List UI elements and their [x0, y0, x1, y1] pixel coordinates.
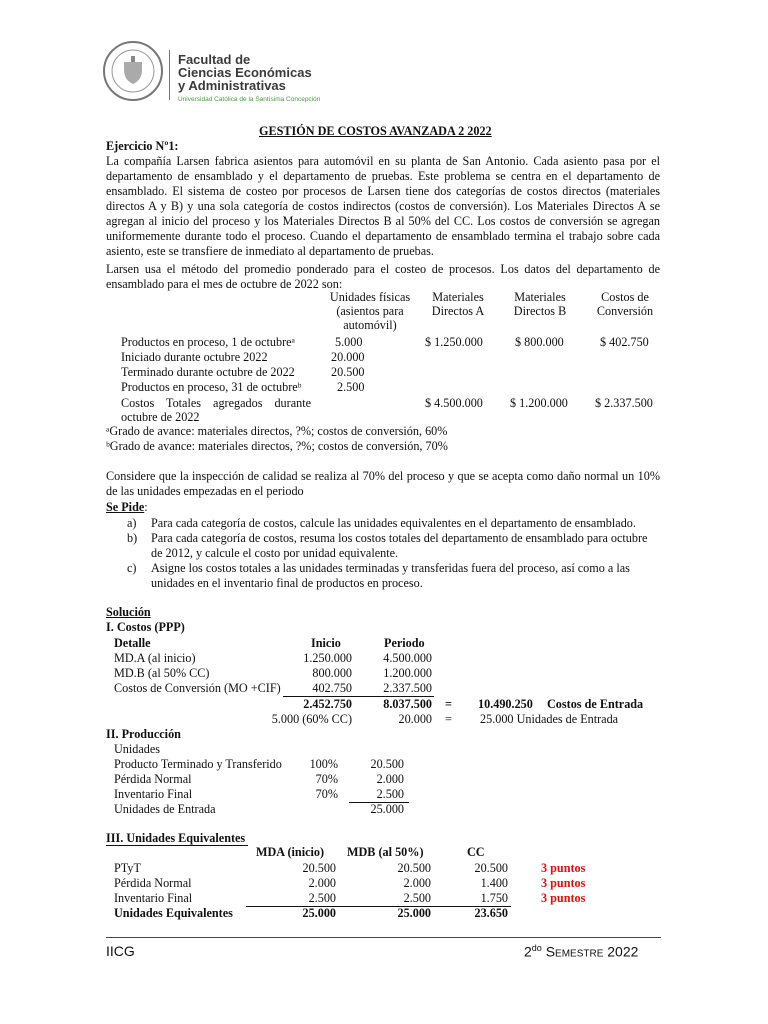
production-row-units: 2.500	[376, 787, 404, 801]
equiv-row-cc: 1.750	[480, 891, 508, 905]
units-start: 5.000 (60% CC)	[271, 712, 352, 726]
equiv-row-cc: 1.400	[480, 876, 508, 890]
footnote-b: ᵇGrado de avance: materiales directos, ?%; costos de conversión, 70%	[106, 439, 448, 453]
points-label: 3 puntos	[541, 891, 586, 905]
semester-ordinal: do	[531, 943, 542, 953]
col-header-mdb	[500, 290, 580, 318]
col-header-cc	[585, 290, 665, 318]
question-letter: b)	[127, 531, 138, 545]
costs-row-period: 4.500.000	[383, 651, 432, 665]
costs-row-label: MD.A (al inicio)	[114, 651, 196, 665]
costs-row-period: 1.200.000	[383, 666, 432, 680]
question-text: Para cada categoría de costos, calcule las unidades equivalentes en el departamento de ensamblado.	[151, 516, 636, 530]
col-header-mda-text: Materiales Directos A	[431, 290, 485, 318]
solution-heading: Solución	[106, 605, 151, 619]
se-pide-colon: :	[144, 500, 148, 514]
intro-paragraph: La compañía Larsen fabrica asientos para automóvil en su planta de San Antonio. Cada asiento pasa por el departamento de ensamblado y el departamento de pruebas. Este problema se centra en el departamento de ensamblado. El sistema de costeo por procesos de Larsen tiene dos categorías de costos directos (materiales directos A y B) y una sola categoría de costos indirectos (costos de conversión). Los Materiales Directos A se agregan al inicio del proceso y los Materiales Directos B al 50% del CC. Los costos de conversión se agregan uniformemente durante todo el proceso. Cuando el departamento de ensamblado termina el trabajo sobre cada asiento, este se transfiere de inmediato al departamento de pruebas.	[106, 154, 660, 258]
logo-line-1: Facultad de	[178, 52, 251, 67]
production-row-label: Pérdida Normal	[114, 772, 192, 786]
col-header-units	[320, 290, 420, 332]
table-cell-units: 5.000	[335, 335, 363, 349]
equiv-total-cc: 23.650	[474, 906, 508, 920]
table-row-label: Productos en proceso, 31 de octubreᵇ	[121, 380, 302, 394]
production-entry-units: 25.000	[370, 802, 404, 816]
question-text-cont: unidades en el inventario final de productos en proceso.	[151, 576, 423, 590]
equiv-row-label: Pérdida Normal	[114, 876, 192, 890]
costs-total-period: 8.037.500	[383, 697, 432, 711]
table-cell-units: 2.500	[337, 380, 365, 394]
production-row-label: Inventario Final	[114, 787, 193, 801]
production-row-units: 2.000	[376, 772, 404, 786]
table-cell-units: 20.500	[331, 365, 365, 379]
col-header-units-text: Unidades físicas (asientos para automóvil)	[329, 290, 411, 332]
question-text-cont: de 2012, y calcule el costo por unidad equivalente.	[151, 546, 399, 560]
document-title: GESTIÓN DE COSTOS AVANZADA 2 2022	[259, 124, 492, 138]
units-period: 20.000	[398, 712, 432, 726]
question-text: Asigne los costos totales a las unidades terminadas y transferidas fuera del proceso, así como a las	[151, 561, 630, 575]
semester-text: Semestre 2022	[541, 943, 639, 960]
costs-row-label: Costos de Conversión (MO +CIF)	[114, 681, 281, 695]
production-entry-label: Unidades de Entrada	[114, 802, 216, 816]
footer-right	[524, 943, 638, 960]
costs-header-detail: Detalle	[114, 636, 151, 650]
table-cell-mdb: $ 800.000	[515, 335, 564, 349]
equiv-row-cc: 20.500	[474, 861, 508, 875]
se-pide-heading	[106, 500, 148, 515]
logo-divider	[169, 50, 170, 100]
costs-row-start: 402.750	[312, 681, 352, 695]
se-pide-label: Se Pide	[106, 500, 145, 514]
equiv-header-mda: MDA (inicio)	[256, 845, 325, 859]
table-cell-cc: $ 2.337.500	[595, 396, 653, 410]
costs-entry-label: Costos de Entrada	[547, 697, 644, 711]
equiv-row-mdb: 20.500	[397, 861, 431, 875]
units-entry: 25.000 Unidades de Entrada	[480, 712, 619, 726]
section-equivalent-underline	[106, 845, 248, 846]
equiv-row-mda: 20.500	[302, 861, 336, 875]
equiv-row-label: PTyT	[114, 861, 141, 875]
inspection-paragraph: Considere que la inspección de calidad se realiza al 70% del proceso y que se acepta como daño normal un 10% de las unidades empezadas en el periodo	[106, 469, 660, 498]
question-text: Para cada categoría de costos, resuma los costos totales del departamento de ensamblado para octubre	[151, 531, 648, 545]
table-cell-mda: $ 4.500.000	[425, 396, 483, 410]
col-header-mdb-text: Materiales Directos B	[513, 290, 567, 318]
section-costs-title: I. Costos (PPP)	[106, 620, 185, 634]
equals-sign: =	[445, 697, 452, 711]
logo-line-3: y Administrativas	[178, 78, 286, 93]
equiv-row-mdb: 2.000	[403, 876, 431, 890]
semester-number: 2	[524, 943, 532, 960]
equals-sign: =	[445, 712, 452, 726]
exercise-heading: Ejercicio Nº1:	[106, 139, 179, 153]
table-cell-mda: $ 1.250.000	[425, 335, 483, 349]
points-label: 3 puntos	[541, 861, 586, 875]
logo-line-2: Ciencias Económicas	[178, 65, 312, 80]
table-row-label-cont: octubre de 2022	[121, 410, 200, 424]
costs-entry-total: 10.490.250	[478, 697, 533, 711]
table-row-label: Productos en proceso, 1 de octubreᵃ	[121, 335, 295, 349]
table-row-label: Terminado durante octubre de 2022	[121, 365, 295, 379]
table-cell-cc: $ 402.750	[600, 335, 649, 349]
equiv-row-mda: 2.500	[308, 891, 336, 905]
costs-header-period: Periodo	[384, 636, 425, 650]
footer-left: IICG	[106, 943, 135, 959]
equiv-row-mda: 2.000	[308, 876, 336, 890]
costs-row-start: 1.250.000	[303, 651, 352, 665]
section-equivalent-title: III. Unidades Equivalentes	[106, 831, 246, 845]
costs-row-start: 800.000	[312, 666, 352, 680]
footer-rule	[106, 937, 661, 938]
footnote-a: ᵃGrado de avance: materiales directos, ?%; costos de conversión, 60%	[106, 424, 448, 438]
table-cell-mdb: $ 1.200.000	[510, 396, 568, 410]
equiv-header-cc: CC	[467, 845, 485, 859]
points-label: 3 puntos	[541, 876, 586, 890]
university-seal	[102, 40, 164, 102]
costs-total-start: 2.452.750	[303, 697, 352, 711]
col-header-mda	[418, 290, 498, 318]
table-row-label: Iniciado durante octubre 2022	[121, 350, 268, 364]
production-subheading: Unidades	[114, 742, 161, 756]
production-row-units: 20.500	[370, 757, 404, 771]
equiv-row-mdb: 2.500	[403, 891, 431, 905]
production-row-pct: 70%	[315, 772, 338, 786]
equiv-total-label: Unidades Equivalentes	[114, 906, 233, 920]
production-row-label: Producto Terminado y Transferido	[114, 757, 282, 771]
equiv-row-label: Inventario Final	[114, 891, 193, 905]
table-row-label: Costos Totales agregados durante	[121, 396, 311, 410]
costs-row-period: 2.337.500	[383, 681, 432, 695]
question-letter: a)	[127, 516, 137, 530]
question-letter: c)	[127, 561, 137, 575]
production-row-pct: 100%	[309, 757, 338, 771]
equiv-total-mda: 25.000	[302, 906, 336, 920]
costs-row-label: MD.B (al 50% CC)	[114, 666, 210, 680]
production-row-pct: 70%	[315, 787, 338, 801]
costs-header-start: Inicio	[311, 636, 341, 650]
equiv-total-mdb: 25.000	[397, 906, 431, 920]
section-production-title: II. Producción	[106, 727, 181, 741]
equiv-header-mdb: MDB (al 50%)	[347, 845, 424, 859]
logo-subtitle: Universidad Católica de la Santísima Concepción	[178, 96, 321, 103]
table-cell-units: 20.000	[331, 350, 365, 364]
method-paragraph: Larsen usa el método del promedio ponderado para el costeo de procesos. Los datos del departamento de ensamblado para el mes de octubre de 2022 son:	[106, 262, 660, 291]
col-header-cc-text: Costos de Conversión	[596, 290, 654, 318]
